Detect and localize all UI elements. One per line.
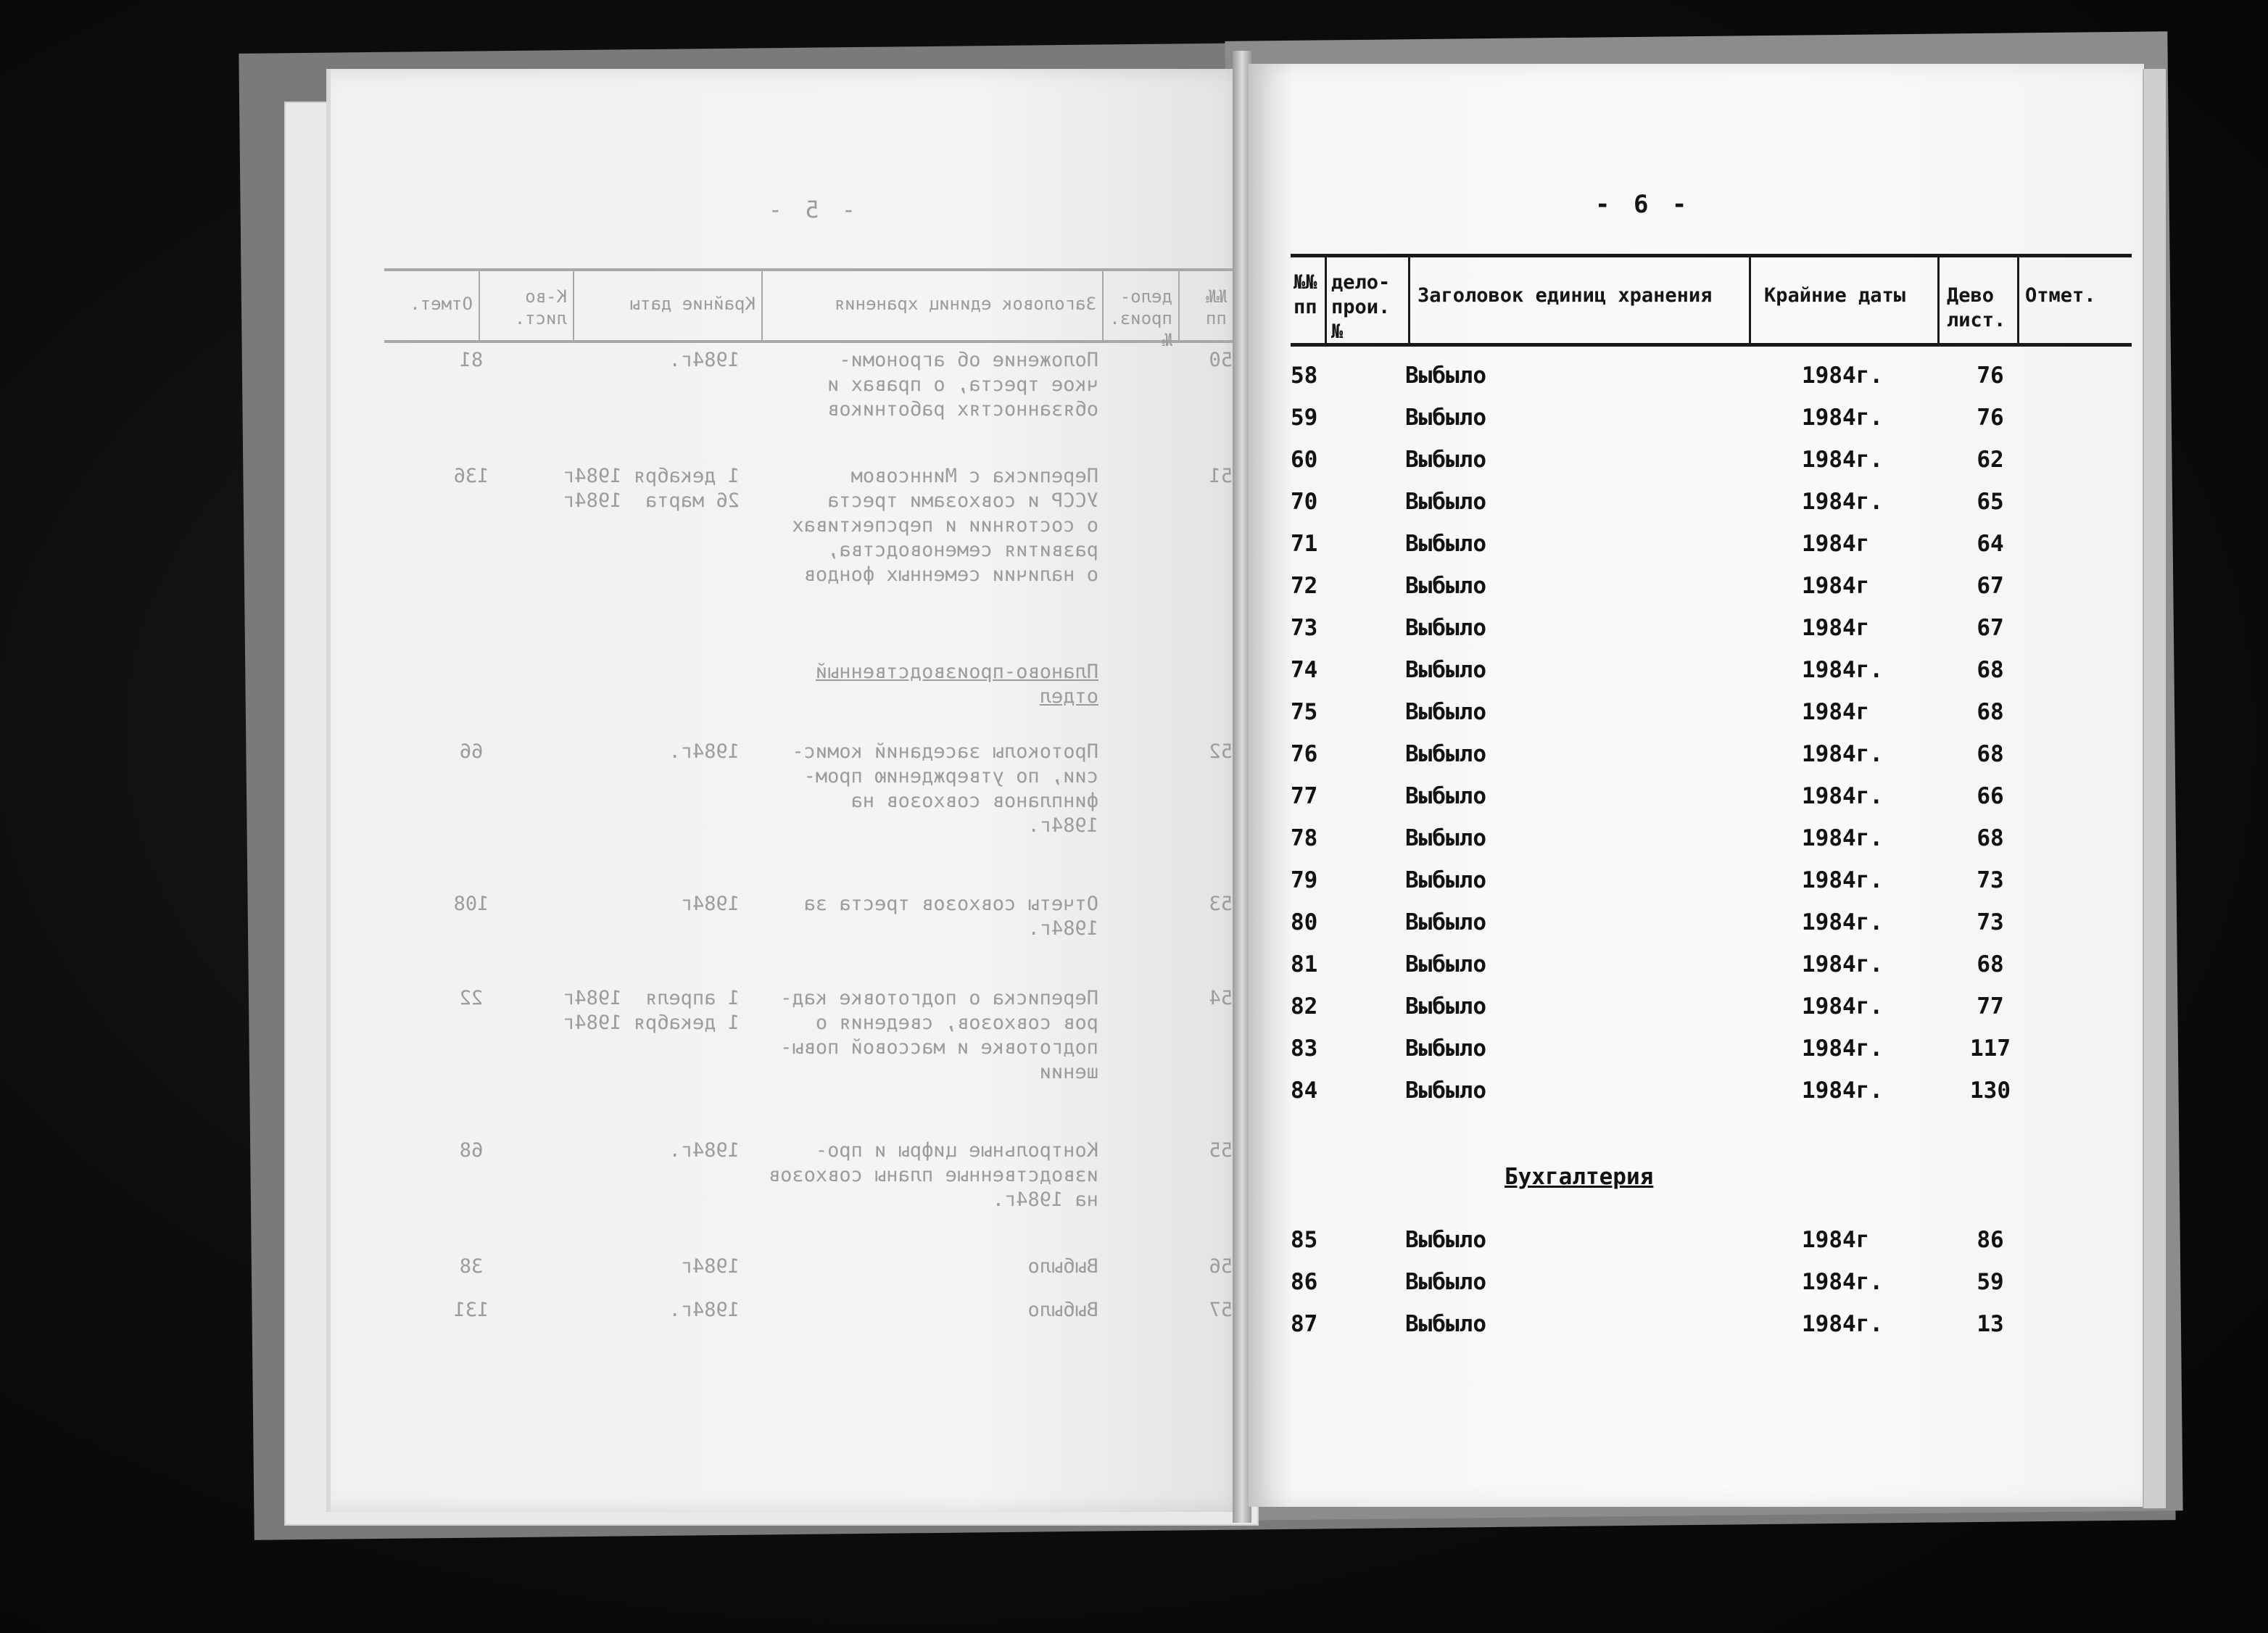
left-row-number: 51 xyxy=(1209,465,1233,487)
row-date: 1984г. xyxy=(1802,1269,1883,1295)
row-title: Выбыло xyxy=(1405,447,1486,473)
left-row-dates: 1984г. xyxy=(669,1139,740,1162)
left-row-dates: 1984г xyxy=(680,893,740,915)
row-number: 73 xyxy=(1291,615,1318,641)
row-title: Выбыло xyxy=(1405,1227,1486,1253)
row-title: Выбыло xyxy=(1405,489,1486,515)
row-date: 1984г. xyxy=(1802,993,1883,1020)
row-sheet-count: 86 xyxy=(1977,1227,2004,1253)
row-sheet-count: 64 xyxy=(1977,531,2004,557)
header-notes: Отмет. xyxy=(2025,284,2096,307)
left-row-title: Положение об агрономи- чкое треста, о правах и обязанностях работников xyxy=(827,349,1098,421)
row-date: 1984г. xyxy=(1802,867,1883,893)
table-row xyxy=(1291,783,2132,819)
table-row xyxy=(1291,1078,2132,1114)
table-row xyxy=(1291,363,2132,399)
row-number: 85 xyxy=(1291,1227,1318,1253)
table-row xyxy=(1291,741,2132,777)
header-nn: №№ пп xyxy=(1291,257,1327,343)
row-date: 1984г xyxy=(1802,699,1870,725)
row-sheet-count: 73 xyxy=(1977,867,2004,893)
left-header-nn: №№ пп xyxy=(1178,271,1233,340)
row-number: 75 xyxy=(1291,699,1318,725)
row-date: 1984г. xyxy=(1802,405,1883,431)
row-sheet-count: 73 xyxy=(1977,909,2004,935)
left-row-dates: 1984г. xyxy=(669,349,740,371)
row-sheet-count: 68 xyxy=(1977,825,2004,851)
row-date: 1984г. xyxy=(1802,489,1883,515)
row-title: Выбыло xyxy=(1405,951,1486,977)
table-row xyxy=(1291,405,2132,441)
row-title: Выбыло xyxy=(1405,699,1486,725)
row-number: 74 xyxy=(1291,657,1318,683)
row-date: 1984г xyxy=(1802,615,1870,641)
table-row xyxy=(1291,1035,2132,1072)
row-title: Выбыло xyxy=(1405,657,1486,683)
left-row-title: Контрольные цифры и про- изводственные планы совхозов на 1984г. xyxy=(768,1139,1098,1211)
section-title-accounting: Бухгалтерия xyxy=(1505,1164,1654,1190)
left-table-header xyxy=(384,268,1233,350)
row-date: 1984г. xyxy=(1802,741,1883,767)
left-row-title: Выбыло xyxy=(1027,1255,1098,1278)
left-header-title: Заголовок единиц хранения xyxy=(761,271,1102,340)
row-number: 82 xyxy=(1291,993,1318,1020)
left-row-sheet-count: 22 xyxy=(459,987,484,1009)
header-title: Заголовок единиц хранения xyxy=(1410,257,1751,343)
row-title: Выбыло xyxy=(1405,573,1486,599)
row-date: 1984г. xyxy=(1802,363,1883,389)
row-number: 87 xyxy=(1291,1311,1318,1337)
row-number: 83 xyxy=(1291,1035,1318,1062)
header-dates: Крайние даты xyxy=(1751,257,1940,343)
table-row xyxy=(1291,657,2132,693)
row-sheet-count: 117 xyxy=(1970,1035,2011,1062)
left-page-content xyxy=(341,181,1233,1414)
left-row-sheet-count: 108 xyxy=(453,893,489,915)
row-date: 1984г. xyxy=(1802,825,1883,851)
row-number: 77 xyxy=(1291,783,1318,809)
row-number: 71 xyxy=(1291,531,1318,557)
row-title: Выбыло xyxy=(1405,993,1486,1020)
left-row-number: 50 xyxy=(1209,349,1233,371)
left-row-sheet-count: 66 xyxy=(459,740,484,763)
table-row xyxy=(1291,993,2132,1030)
row-date: 1984г xyxy=(1802,531,1870,557)
row-number: 76 xyxy=(1291,741,1318,767)
table-row xyxy=(1291,825,2132,861)
header-sheets: Дево лист. xyxy=(1940,257,2019,343)
row-sheet-count: 68 xyxy=(1977,741,2004,767)
row-sheet-count: 66 xyxy=(1977,783,2004,809)
header-delo: дело- прои. № xyxy=(1327,257,1410,343)
table-row xyxy=(1291,489,2132,525)
row-date: 1984г xyxy=(1802,1227,1870,1253)
table-row xyxy=(1291,447,2132,483)
left-row-dates: 1 декабря 1984г 26 марта 1984г xyxy=(563,465,740,512)
row-number: 86 xyxy=(1291,1269,1318,1295)
table-row xyxy=(1291,1311,2132,1347)
row-sheet-count: 59 xyxy=(1977,1269,2004,1295)
row-number: 81 xyxy=(1291,951,1318,977)
row-number: 70 xyxy=(1291,489,1318,515)
row-sheet-count: 13 xyxy=(1977,1311,2004,1337)
row-number: 58 xyxy=(1291,363,1318,389)
table-row xyxy=(1291,615,2132,651)
row-number: 78 xyxy=(1291,825,1318,851)
row-date: 1984г xyxy=(1802,573,1870,599)
table-row xyxy=(1291,867,2132,904)
left-row-sheet-count: 68 xyxy=(459,1139,484,1162)
left-row-number: 55 xyxy=(1209,1139,1233,1162)
row-date: 1984г. xyxy=(1802,1078,1883,1104)
row-date: 1984г. xyxy=(1802,1311,1883,1337)
left-header-sheets: К-во лист. xyxy=(479,271,573,340)
left-row-number: 53 xyxy=(1209,893,1233,915)
row-number: 59 xyxy=(1291,405,1318,431)
table-row xyxy=(1291,951,2132,988)
left-row-sheet-count: 38 xyxy=(459,1255,484,1278)
left-row-dates: 1984г. xyxy=(669,740,740,763)
right-table-header xyxy=(1291,254,2132,347)
table-row xyxy=(1291,699,2132,735)
right-page-edge xyxy=(2143,69,2166,1508)
table-row xyxy=(1291,531,2132,567)
row-title: Выбыло xyxy=(1405,867,1486,893)
left-row-dates: 1984г. xyxy=(669,1299,740,1321)
left-row-number: 57 xyxy=(1209,1299,1233,1321)
left-row-number: 54 xyxy=(1209,987,1233,1009)
row-date: 1984г. xyxy=(1802,447,1883,473)
left-row-title: Выбыло xyxy=(1027,1299,1098,1321)
row-title: Выбыло xyxy=(1405,741,1486,767)
row-title: Выбыло xyxy=(1405,531,1486,557)
row-number: 79 xyxy=(1291,867,1318,893)
left-row-title: Протоколы заседаний комис- сии, по утверждению пром- финпланов совхозов на 1984г. xyxy=(792,740,1098,837)
table-row xyxy=(1291,573,2132,609)
table-row xyxy=(1291,1227,2132,1263)
row-sheet-count: 62 xyxy=(1977,447,2004,473)
row-title: Выбыло xyxy=(1405,363,1486,389)
row-number: 60 xyxy=(1291,447,1318,473)
right-page-number: - 6 - xyxy=(1595,190,1692,219)
left-row-dates: 1984г xyxy=(680,1255,740,1278)
left-row-sheet-count: 131 xyxy=(453,1299,489,1321)
row-number: 84 xyxy=(1291,1078,1318,1104)
left-row-number: 52 xyxy=(1209,740,1233,763)
row-date: 1984г. xyxy=(1802,657,1883,683)
row-sheet-count: 76 xyxy=(1977,405,2004,431)
table-row xyxy=(1291,1269,2132,1305)
row-title: Выбыло xyxy=(1405,405,1486,431)
row-date: 1984г. xyxy=(1802,951,1883,977)
left-section-title: Планово-производственный отдел xyxy=(815,661,1098,708)
left-header-dates: Крайние даты xyxy=(573,271,761,340)
left-header-delo: дело- произ. № xyxy=(1102,271,1178,340)
left-row-title: Переписка с Миннсовом УССР и совхозами треста о состоянии и перспективах развития семеноводства, о наличии семенных фондов xyxy=(792,465,1098,586)
left-row-title: Отчеты совхозов треста за 1984г. xyxy=(803,893,1098,940)
left-row-sheet-count: 81 xyxy=(459,349,484,371)
row-title: Выбыло xyxy=(1405,825,1486,851)
row-sheet-count: 76 xyxy=(1977,363,2004,389)
row-title: Выбыло xyxy=(1405,1311,1486,1337)
left-row-dates: 1 апреля 1984г 1 декабря 1984г xyxy=(563,987,740,1034)
row-date: 1984г. xyxy=(1802,783,1883,809)
left-row-number: 56 xyxy=(1209,1255,1233,1278)
row-sheet-count: 67 xyxy=(1977,573,2004,599)
row-sheet-count: 77 xyxy=(1977,993,2004,1020)
left-row-sheet-count: 136 xyxy=(453,465,489,487)
table-row xyxy=(1291,909,2132,946)
row-sheet-count: 68 xyxy=(1977,699,2004,725)
row-title: Выбыло xyxy=(1405,783,1486,809)
row-number: 72 xyxy=(1291,573,1318,599)
left-header-notes: Отмет. xyxy=(410,294,473,314)
row-sheet-count: 65 xyxy=(1977,489,2004,515)
row-title: Выбыло xyxy=(1405,1078,1486,1104)
row-title: Выбыло xyxy=(1405,615,1486,641)
left-page-number: - 5 - xyxy=(763,196,856,223)
row-title: Выбыло xyxy=(1405,909,1486,935)
row-number: 80 xyxy=(1291,909,1318,935)
row-date: 1984г. xyxy=(1802,909,1883,935)
row-sheet-count: 67 xyxy=(1977,615,2004,641)
row-sheet-count: 68 xyxy=(1977,657,2004,683)
row-date: 1984г. xyxy=(1802,1035,1883,1062)
row-title: Выбыло xyxy=(1405,1269,1486,1295)
row-title: Выбыло xyxy=(1405,1035,1486,1062)
left-row-title: Переписка о подготовке кад- ров совхозов, сведения о подготовке и массовой повы- шении xyxy=(780,987,1098,1083)
row-sheet-count: 68 xyxy=(1977,951,2004,977)
row-sheet-count: 130 xyxy=(1970,1078,2011,1104)
